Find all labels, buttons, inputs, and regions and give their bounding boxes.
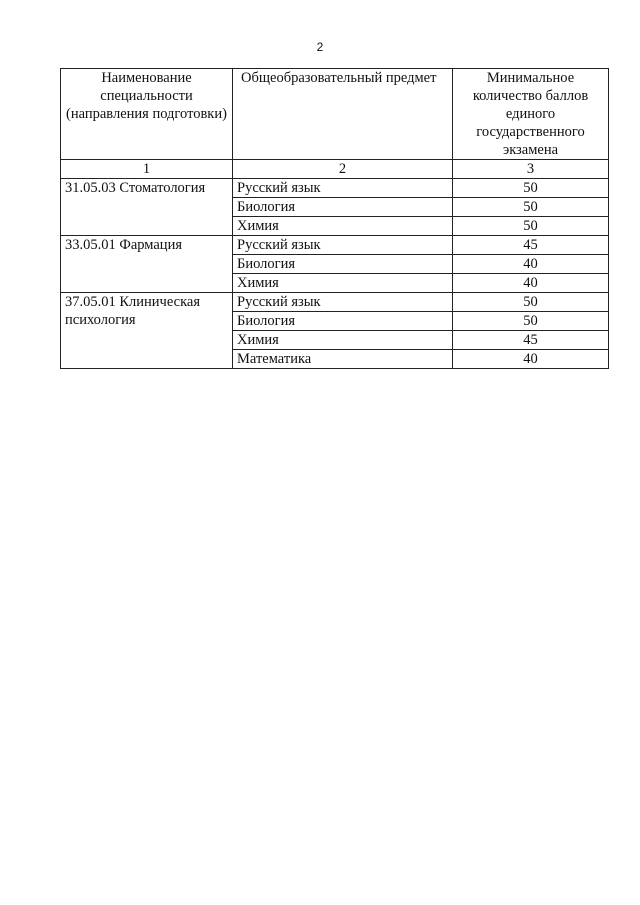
score-cell: 50 bbox=[453, 217, 609, 236]
subject-cell: Биология bbox=[233, 312, 453, 331]
table-row bbox=[61, 236, 609, 255]
specialty-cell: 33.05.01 Фармация bbox=[61, 236, 233, 293]
header-specialty: Наименование специальности (направления подготовки) bbox=[61, 69, 233, 160]
score-cell: 40 bbox=[453, 274, 609, 293]
subject-cell: Биология bbox=[233, 198, 453, 217]
column-number: 3 bbox=[453, 160, 609, 179]
score-cell: 50 bbox=[453, 293, 609, 312]
subject-cell: Русский язык bbox=[233, 236, 453, 255]
subject-cell: Математика bbox=[233, 350, 453, 369]
page-number: 2 bbox=[316, 40, 324, 54]
subject-cell: Русский язык bbox=[233, 293, 453, 312]
table-row bbox=[61, 179, 609, 198]
column-number: 2 bbox=[233, 160, 453, 179]
subject-cell: Биология bbox=[233, 255, 453, 274]
column-number-row bbox=[61, 160, 609, 179]
subject-cell: Химия bbox=[233, 217, 453, 236]
subject-cell: Химия bbox=[233, 274, 453, 293]
exam-scores-table bbox=[60, 68, 609, 369]
score-cell: 45 bbox=[453, 236, 609, 255]
subject-cell: Русский язык bbox=[233, 179, 453, 198]
header-subject: Общеобразовательный предмет bbox=[233, 69, 453, 160]
header-min-score: Минимальное количество баллов единого государственного экзамена bbox=[453, 69, 609, 160]
table-row bbox=[61, 293, 609, 312]
score-cell: 40 bbox=[453, 255, 609, 274]
score-cell: 40 bbox=[453, 350, 609, 369]
subject-cell: Химия bbox=[233, 331, 453, 350]
score-cell: 50 bbox=[453, 312, 609, 331]
table-header-row bbox=[61, 69, 609, 160]
specialty-cell: 31.05.03 Стоматология bbox=[61, 179, 233, 236]
specialty-cell: 37.05.01 Клиническая психология bbox=[61, 293, 233, 369]
score-cell: 50 bbox=[453, 198, 609, 217]
score-cell: 45 bbox=[453, 331, 609, 350]
score-cell: 50 bbox=[453, 179, 609, 198]
column-number: 1 bbox=[61, 160, 233, 179]
